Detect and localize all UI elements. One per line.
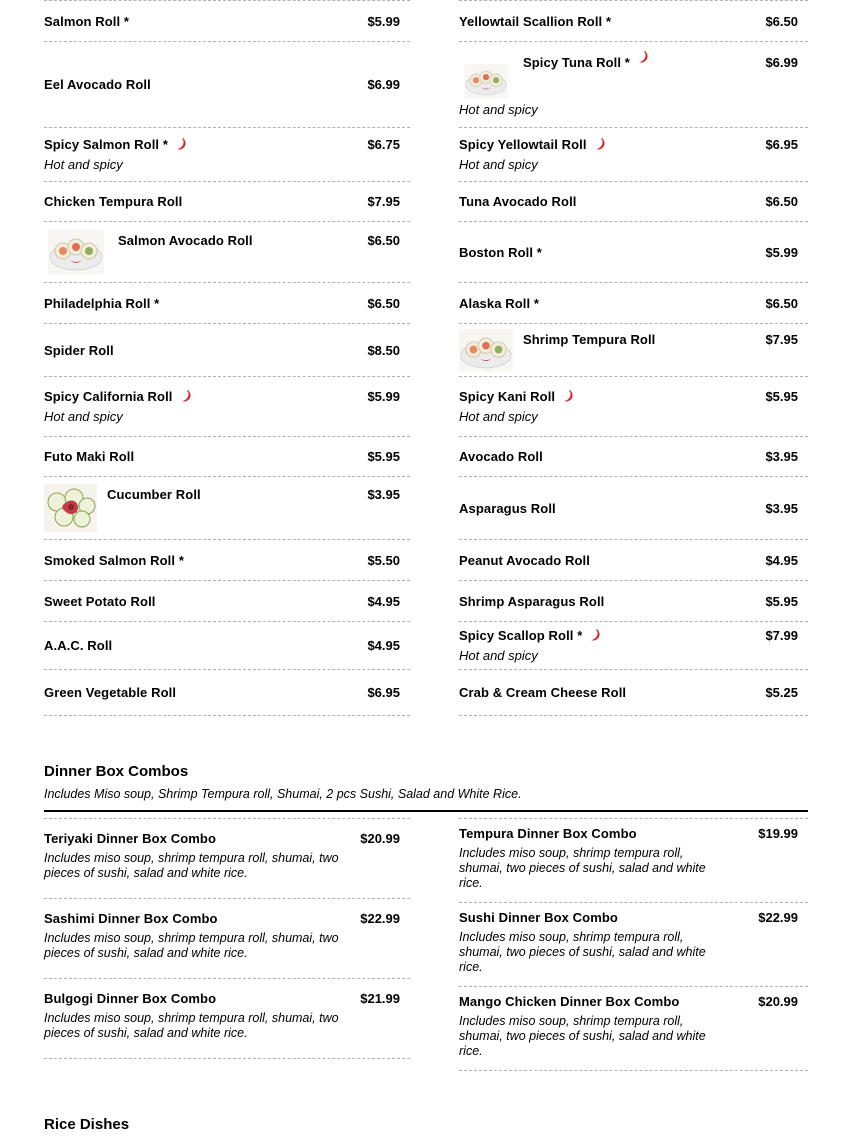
- item-price: $5.95: [765, 389, 798, 404]
- rice-dishes-header: [44, 1115, 808, 1141]
- spicy-pepper-icon: [564, 389, 575, 402]
- item-name: Avocado Roll: [459, 449, 543, 464]
- spicy-pepper-icon: [177, 137, 188, 150]
- item-description: Includes miso soup, shrimp tempura roll, shumai, two pieces of sushi, salad and white rice.: [459, 930, 706, 974]
- item-name: Alaska Roll *: [459, 295, 540, 311]
- spicy-tuna-roll-photo: [459, 64, 513, 98]
- item-name: Teriyaki Dinner Box Combo: [44, 831, 217, 846]
- menu-item-avocado-roll[interactable]: [459, 437, 808, 477]
- item-price: $6.75: [367, 137, 400, 152]
- item-name: Peanut Avocado Roll: [459, 552, 590, 568]
- menu-item-spicy-salmon-roll[interactable]: [44, 128, 410, 182]
- item-price: $20.99: [758, 994, 798, 1009]
- item-price: $6.50: [765, 194, 798, 209]
- item-name: Crab & Cream Cheese Roll: [459, 685, 627, 700]
- menu-row: [44, 581, 845, 622]
- item-description: Includes miso soup, shrimp tempura roll, shumai, two pieces of sushi, salad and white rice.: [44, 1011, 339, 1040]
- item-name: Spicy Yellowtail Roll: [459, 137, 587, 152]
- item-price: $4.95: [765, 552, 798, 568]
- menu-row: [44, 0, 845, 42]
- item-price: $22.99: [758, 910, 798, 925]
- menu-item-alaska-roll[interactable]: [459, 283, 808, 324]
- menu-row: [44, 377, 845, 437]
- menu-item-spicy-tuna-roll[interactable]: [459, 42, 808, 128]
- item-price: $7.99: [765, 628, 798, 643]
- item-name: Shrimp Tempura Roll: [523, 331, 656, 347]
- spicy-pepper-icon: [639, 50, 650, 63]
- item-name: Chicken Tempura Roll: [44, 194, 183, 209]
- combos-right-column: [459, 818, 808, 1071]
- menu-item-peanut-avocado-roll[interactable]: [459, 540, 808, 581]
- section-title: Dinner Box Combos: [44, 763, 189, 780]
- item-description: Includes miso soup, shrimp tempura roll, shumai, two pieces of sushi, salad and white rice.: [459, 846, 706, 890]
- menu-item-sweet-potato-roll[interactable]: [44, 581, 410, 622]
- menu-item-salmon-roll[interactable]: [44, 0, 410, 42]
- item-name: Asparagus Roll: [459, 500, 556, 516]
- item-price: $3.95: [765, 449, 798, 464]
- menu-row: [44, 324, 845, 377]
- item-name: Spicy Salmon Roll *: [44, 137, 168, 152]
- item-price: $6.50: [765, 13, 798, 29]
- menu-row: [44, 670, 845, 716]
- item-name: Mango Chicken Dinner Box Combo: [459, 994, 680, 1009]
- section-divider: [44, 810, 808, 812]
- spicy-pepper-icon: [591, 628, 602, 641]
- menu-item-spicy-california-roll[interactable]: [44, 377, 410, 437]
- dinner-box-combos-header: [44, 762, 808, 812]
- item-description: Includes miso soup, shrimp tempura roll, shumai, two pieces of sushi, salad and white rice.: [459, 1014, 706, 1058]
- item-price: $5.95: [765, 593, 798, 609]
- item-name: Sushi Dinner Box Combo: [459, 910, 618, 925]
- item-name: Bulgogi Dinner Box Combo: [44, 991, 217, 1006]
- spicy-pepper-icon: [596, 137, 607, 150]
- item-name: A.A.C. Roll: [44, 638, 113, 653]
- item-name: Sweet Potato Roll: [44, 593, 156, 609]
- item-price: $4.95: [367, 638, 400, 653]
- section-title: Rice Dishes: [44, 1116, 130, 1133]
- spicy-pepper-icon: [182, 389, 193, 402]
- menu-item-mango-chicken-dinner-box-combo[interactable]: [459, 987, 808, 1071]
- menu-row: [44, 622, 845, 670]
- menu-item-green-vegetable-roll[interactable]: [44, 670, 410, 716]
- item-price: $7.95: [367, 194, 400, 209]
- item-name: Tempura Dinner Box Combo: [459, 826, 637, 841]
- menu-item-yellowtail-scallion-roll[interactable]: [459, 0, 808, 42]
- spicy-note: Hot and spicy: [459, 157, 538, 172]
- item-name: Green Vegetable Roll: [44, 685, 177, 700]
- menu-item-eel-avocado-roll[interactable]: [44, 42, 410, 128]
- spicy-note: Hot and spicy: [44, 409, 123, 424]
- item-name: Spicy Kani Roll: [459, 389, 556, 404]
- menu-item-sashimi-dinner-box-combo[interactable]: [44, 899, 410, 979]
- menu-item-spider-roll[interactable]: [44, 324, 410, 377]
- menu-item-spicy-scallop-roll[interactable]: [459, 622, 808, 670]
- item-description: Includes miso soup, shrimp tempura roll, shumai, two pieces of sushi, salad and white rice.: [44, 931, 339, 960]
- item-price: $19.99: [758, 826, 798, 841]
- item-price: $8.50: [367, 342, 400, 358]
- menu-item-aac-roll[interactable]: [44, 622, 410, 670]
- item-price: $6.99: [765, 54, 798, 70]
- menu-item-boston-roll[interactable]: [459, 222, 808, 283]
- item-name: Spider Roll: [44, 342, 114, 358]
- menu-item-shrimp-tempura-roll[interactable]: [459, 324, 808, 377]
- item-price: $4.95: [367, 593, 400, 609]
- item-price: $5.99: [367, 13, 400, 29]
- item-name: Salmon Avocado Roll: [118, 233, 253, 248]
- menu-row: [44, 182, 845, 222]
- shrimp-tempura-roll-photo: [459, 329, 513, 372]
- menu-item-sushi-dinner-box-combo[interactable]: [459, 903, 808, 987]
- menu-row: [44, 222, 845, 283]
- item-name: Smoked Salmon Roll *: [44, 552, 184, 568]
- menu-item-tempura-dinner-box-combo[interactable]: [459, 818, 808, 903]
- menu-row: [44, 42, 845, 128]
- item-name: Eel Avocado Roll: [44, 77, 151, 92]
- item-name: Tuna Avocado Roll: [459, 194, 577, 209]
- item-price: $6.99: [367, 77, 400, 92]
- item-name: Spicy Tuna Roll *: [523, 54, 630, 70]
- item-price: $5.95: [367, 449, 400, 464]
- item-price: $5.50: [367, 552, 400, 568]
- item-name: Shrimp Asparagus Roll: [459, 593, 605, 609]
- dinner-box-combos-section: [44, 818, 845, 1071]
- item-price: $20.99: [360, 831, 400, 846]
- item-price: $6.50: [367, 295, 400, 311]
- item-price: $21.99: [360, 991, 400, 1006]
- menu-item-philadelphia-roll[interactable]: [44, 283, 410, 324]
- menu-item-asparagus-roll[interactable]: [459, 477, 808, 540]
- menu-item-teriyaki-dinner-box-combo[interactable]: [44, 818, 410, 899]
- section-subtitle: Includes Miso soup, Shrimp Tempura roll, Shumai, 2 pcs Sushi, Salad and White Rice.: [44, 787, 522, 801]
- item-price: $5.25: [765, 685, 798, 700]
- menu-item-spicy-yellowtail-roll[interactable]: [459, 128, 808, 182]
- item-price: $5.99: [765, 244, 798, 260]
- cucumber-roll-photo: [44, 484, 97, 532]
- menu-row: [44, 128, 845, 182]
- item-price: $3.95: [765, 500, 798, 516]
- menu-item-salmon-avocado-roll[interactable]: [44, 222, 410, 283]
- menu-row: [44, 540, 845, 581]
- item-price: $6.50: [367, 233, 400, 248]
- spicy-note: Hot and spicy: [459, 101, 538, 117]
- menu-item-shrimp-asparagus-roll[interactable]: [459, 581, 808, 622]
- item-name: Spicy Scallop Roll *: [459, 628, 583, 643]
- item-price: $6.95: [367, 685, 400, 700]
- menu-item-cucumber-roll[interactable]: [44, 477, 410, 540]
- menu-item-futo-maki-roll[interactable]: [44, 437, 410, 477]
- combos-left-column: [44, 818, 410, 1071]
- item-price: $7.95: [765, 331, 798, 347]
- item-price: $22.99: [360, 911, 400, 926]
- menu-item-tuna-avocado-roll[interactable]: [459, 182, 808, 222]
- menu-row: [44, 283, 845, 324]
- menu-item-bulgogi-dinner-box-combo[interactable]: [44, 979, 410, 1059]
- menu-item-smoked-salmon-roll[interactable]: [44, 540, 410, 581]
- menu-item-chicken-tempura-roll[interactable]: [44, 182, 410, 222]
- menu-row: [44, 477, 845, 540]
- spicy-note: Hot and spicy: [459, 409, 538, 424]
- item-price: $6.50: [765, 295, 798, 311]
- spicy-note: Hot and spicy: [459, 648, 538, 663]
- spicy-note: Hot and spicy: [44, 157, 123, 172]
- item-name: Futo Maki Roll: [44, 449, 135, 464]
- item-price: $3.95: [367, 487, 400, 502]
- item-price: $5.99: [367, 389, 400, 404]
- menu-item-crab-cream-cheese-roll[interactable]: [459, 670, 808, 716]
- item-price: $6.95: [765, 137, 798, 152]
- item-description: Includes miso soup, shrimp tempura roll, shumai, two pieces of sushi, salad and white rice.: [44, 851, 339, 880]
- item-name: Yellowtail Scallion Roll *: [459, 13, 612, 29]
- item-name: Philadelphia Roll *: [44, 295, 160, 311]
- item-name: Cucumber Roll: [107, 487, 201, 502]
- salmon-avocado-roll-photo: [44, 230, 108, 274]
- item-name: Spicy California Roll: [44, 389, 173, 404]
- item-name: Sashimi Dinner Box Combo: [44, 911, 218, 926]
- item-name: Salmon Roll *: [44, 13, 130, 29]
- menu-row: [44, 437, 845, 477]
- item-name: Boston Roll *: [459, 244, 542, 260]
- menu-item-spicy-kani-roll[interactable]: [459, 377, 808, 437]
